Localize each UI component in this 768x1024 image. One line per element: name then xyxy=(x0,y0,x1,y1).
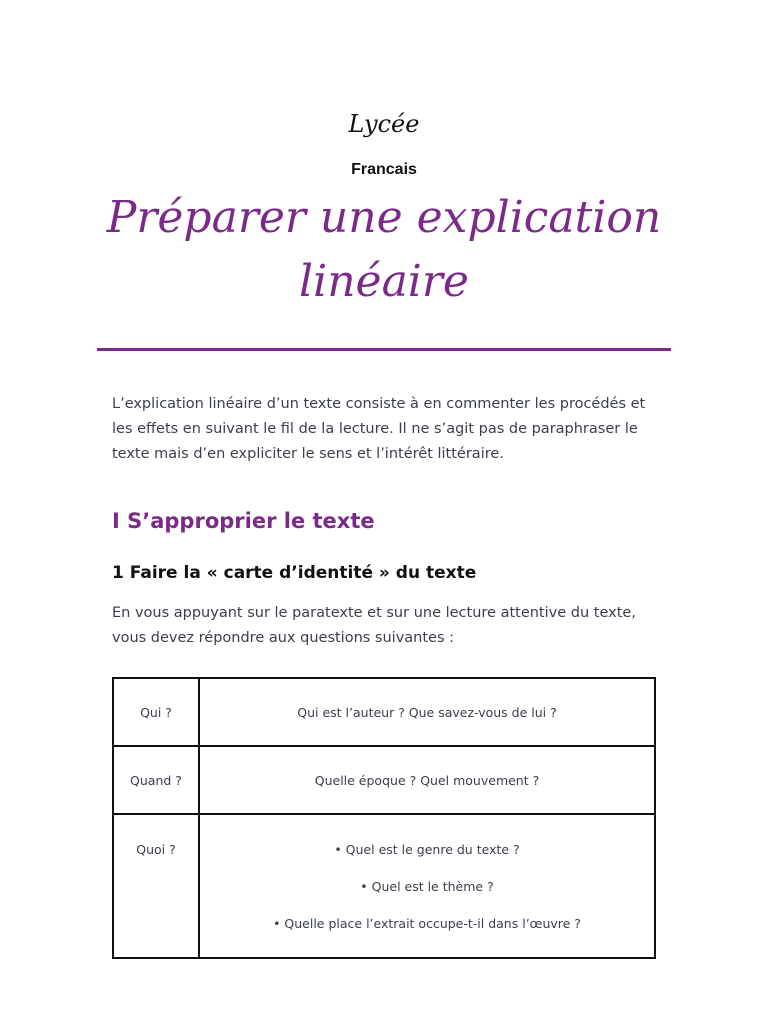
identity-table xyxy=(112,677,656,959)
table-cell-label xyxy=(113,746,199,814)
question-list xyxy=(200,815,654,932)
page-title-line2: linéaire xyxy=(299,256,469,307)
table-cell-content xyxy=(199,746,655,814)
subsection-heading: 1 Faire la « carte d’identité » du texte xyxy=(112,563,477,583)
level-label: Lycée xyxy=(348,110,420,138)
subject-label: Francais xyxy=(351,161,417,178)
table-cell-content xyxy=(199,814,655,958)
table-row xyxy=(113,678,655,746)
row-label: Quand ? xyxy=(130,773,182,788)
table-cell-label xyxy=(113,678,199,746)
table-row xyxy=(113,814,655,958)
row-label: Quoi ? xyxy=(136,842,176,857)
list-item: • Quel est le thème ? xyxy=(360,879,494,894)
page-title-line1: Préparer une explication xyxy=(106,192,662,243)
section-heading: I S’approprier le texte xyxy=(112,509,375,533)
intro-paragraph: L’explication linéaire d’un texte consiste à en commenter les procédés et les effets en suivant le fil de la lecture. Il ne s’agit pas de paraphraser le texte mais d’en expliciter le sens et l’intérêt littéraire. xyxy=(112,396,646,462)
row-content: Quelle époque ? Quel mouvement ? xyxy=(314,773,540,788)
table-cell-content xyxy=(199,678,655,746)
row-content: Qui est l’auteur ? Que savez-vous de lui ? xyxy=(297,705,557,720)
list-item: • Quelle place l’extrait occupe-t-il dans l’œuvre ? xyxy=(273,916,581,931)
table-row xyxy=(113,746,655,814)
row-label: Qui ? xyxy=(140,705,172,720)
page-title xyxy=(84,186,684,314)
title-divider xyxy=(97,348,671,351)
table-cell-label xyxy=(113,814,199,958)
list-item: • Quel est le genre du texte ? xyxy=(334,842,520,857)
instructions-paragraph: En vous appuyant sur le paratexte et sur une lecture attentive du texte, vous devez répondre aux questions suivantes : xyxy=(112,605,636,646)
